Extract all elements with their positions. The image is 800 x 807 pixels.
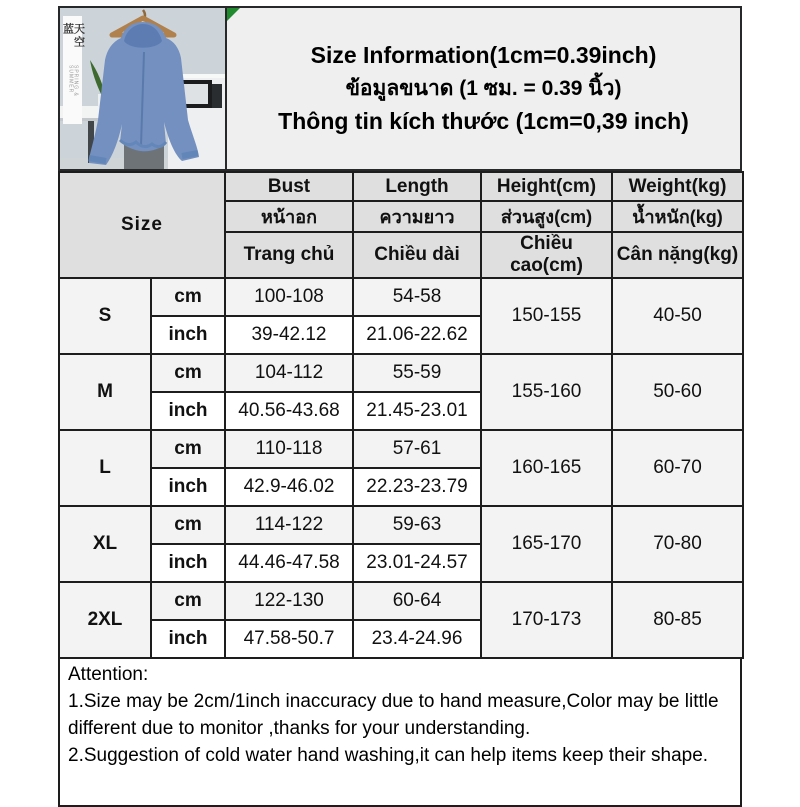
cell-unit-cm: cm <box>151 430 225 468</box>
title-english: Size Information(1cm=0.39inch) <box>310 42 657 69</box>
cell-height: 165-170 <box>481 506 612 582</box>
cell-height: 150-155 <box>481 278 612 354</box>
row-2xl-cm <box>59 582 743 620</box>
cell-size-label: L <box>59 430 151 506</box>
header-bust-thai: หน้าอก <box>225 201 353 232</box>
attention-item-1: 1.Size may be 2cm/1inch inaccuracy due to hand measure,Color may be little different due to monitor ,thanks for your understanding. <box>68 690 719 739</box>
header-length-english: Length <box>353 172 481 201</box>
cell-height: 160-165 <box>481 430 612 506</box>
row-s-cm <box>59 278 743 316</box>
title-thai: ข้อมูลขนาด (1 ซม. = 0.39 นิ้ว) <box>345 76 622 100</box>
cell-bust-cm: 122-130 <box>225 582 353 620</box>
attention-item-2: 2.Suggestion of cold water hand washing,it can help items keep their shape. <box>68 744 709 766</box>
cell-length-inch: 21.06-22.62 <box>353 316 481 354</box>
cell-unit-inch: inch <box>151 392 225 430</box>
cell-bust-inch: 44.46-47.58 <box>225 544 353 582</box>
cell-length-cm: 55-59 <box>353 354 481 392</box>
cell-bust-cm: 110-118 <box>225 430 353 468</box>
header-height-vietnamese: Chiều cao(cm) <box>481 232 612 278</box>
cell-weight: 70-80 <box>612 506 743 582</box>
row-xl-cm <box>59 506 743 544</box>
cell-bust-cm: 114-122 <box>225 506 353 544</box>
header-bust-vietnamese: Trang chủ <box>225 232 353 278</box>
header-length-thai: ความยาว <box>353 201 481 232</box>
header-bust-english: Bust <box>225 172 353 201</box>
title-vietnamese: Thông tin kích thước (1cm=0,39 inch) <box>278 108 689 135</box>
cell-length-cm: 60-64 <box>353 582 481 620</box>
cell-weight: 50-60 <box>612 354 743 430</box>
cell-bust-cm: 104-112 <box>225 354 353 392</box>
cell-height: 170-173 <box>481 582 612 658</box>
top-row <box>58 6 742 171</box>
cell-size-label: XL <box>59 506 151 582</box>
cell-length-inch: 23.01-24.57 <box>353 544 481 582</box>
header-height-english: Height(cm) <box>481 172 612 201</box>
cell-bust-cm: 100-108 <box>225 278 353 316</box>
cell-bust-inch: 47.58-50.7 <box>225 620 353 658</box>
product-photo <box>58 6 227 171</box>
corner-accent-triangle-icon <box>227 8 240 21</box>
cell-unit-cm: cm <box>151 278 225 316</box>
cell-length-inch: 22.23-23.79 <box>353 468 481 506</box>
cell-weight: 40-50 <box>612 278 743 354</box>
cell-bust-inch: 40.56-43.68 <box>225 392 353 430</box>
photo-label-subtext: SPRING & SUMMER <box>67 64 79 97</box>
row-l-cm <box>59 430 743 468</box>
attention-heading: Attention: <box>68 664 149 685</box>
cell-height: 155-160 <box>481 354 612 430</box>
cell-length-cm: 57-61 <box>353 430 481 468</box>
header-weight-english: Weight(kg) <box>612 172 743 201</box>
row-m-cm <box>59 354 743 392</box>
photo-side-label <box>61 16 85 124</box>
cell-length-inch: 21.45-23.01 <box>353 392 481 430</box>
cell-weight: 80-85 <box>612 582 743 658</box>
cell-unit-inch: inch <box>151 544 225 582</box>
header-weight-thai: น้ำหนัก(kg) <box>612 201 743 232</box>
attention-box <box>58 659 742 807</box>
cell-unit-inch: inch <box>151 468 225 506</box>
cell-size-label: 2XL <box>59 582 151 658</box>
cell-bust-inch: 39-42.12 <box>225 316 353 354</box>
header-weight-vietnamese: Cân nặng(kg) <box>612 232 743 278</box>
size-header-cell: Size <box>59 172 225 278</box>
size-table <box>58 171 744 659</box>
cell-length-cm: 54-58 <box>353 278 481 316</box>
cell-unit-inch: inch <box>151 316 225 354</box>
cell-bust-inch: 42.9-46.02 <box>225 468 353 506</box>
cell-unit-cm: cm <box>151 506 225 544</box>
header-row-english <box>59 172 743 201</box>
cell-size-label: M <box>59 354 151 430</box>
title-box <box>227 6 742 171</box>
cell-length-cm: 59-63 <box>353 506 481 544</box>
cell-unit-cm: cm <box>151 354 225 392</box>
cell-weight: 60-70 <box>612 430 743 506</box>
header-height-thai: ส่วนสูง(cm) <box>481 201 612 232</box>
cell-unit-cm: cm <box>151 582 225 620</box>
header-length-vietnamese: Chiều dài <box>353 232 481 278</box>
photo-label-text: 天空蓝 <box>61 23 85 49</box>
cell-length-inch: 23.4-24.96 <box>353 620 481 658</box>
cell-size-label: S <box>59 278 151 354</box>
cell-unit-inch: inch <box>151 620 225 658</box>
